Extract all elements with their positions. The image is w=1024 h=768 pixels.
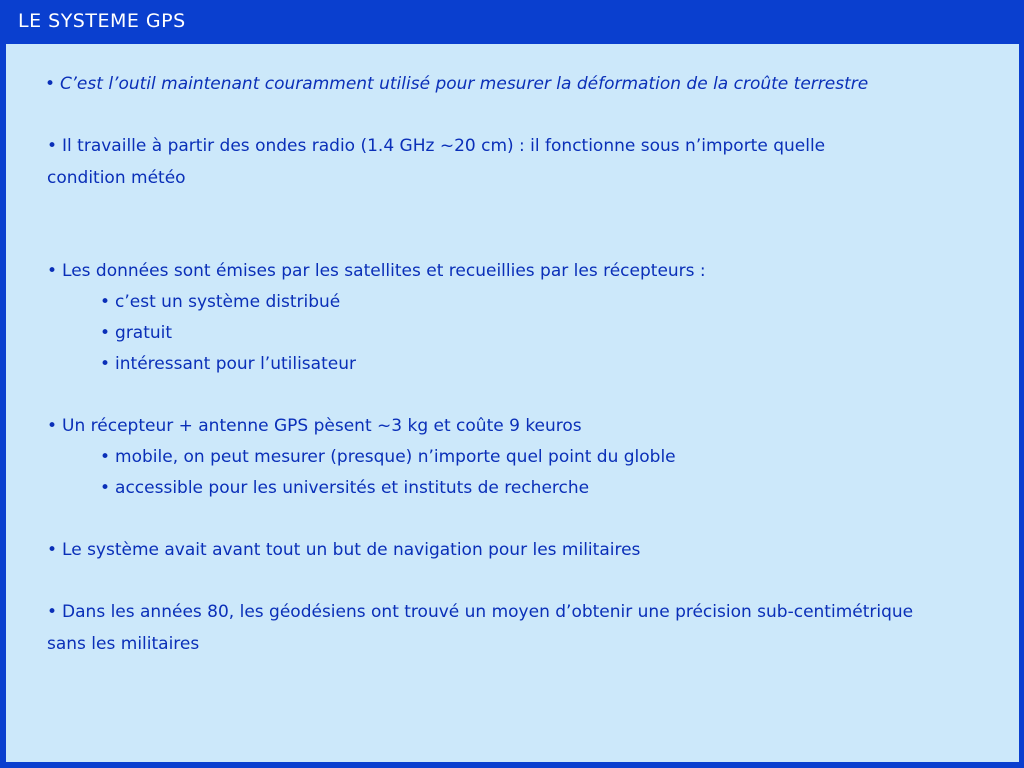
sub-bullet-line: [100, 477, 589, 499]
bullet-icon: •: [47, 602, 58, 622]
content-panel: [5, 43, 1020, 763]
sub-bullet-line: [100, 446, 676, 468]
continuation-line: [47, 633, 199, 655]
bullet-text: Le système avait avant tout un but de navigation pour les militaires: [62, 540, 641, 560]
bullet-line-3: [47, 260, 706, 282]
title-bar: [0, 0, 1024, 42]
bullet-text: Dans les années 80, les géodésiens ont trouvé un moyen d’obtenir une précision sub-centimétrique: [62, 602, 914, 622]
bullet-icon: •: [47, 136, 58, 156]
bullet-line-4: [47, 415, 582, 437]
bullet-line-6: [47, 601, 913, 623]
continuation-line: [47, 167, 186, 189]
bullet-icon: •: [100, 354, 111, 374]
bullet-icon: •: [45, 74, 56, 94]
bullet-text: Il travaille à partir des ondes radio (1.4 GHz ~20 cm) : il fonctionne sous n’importe quelle: [62, 136, 826, 156]
slide-title: LE SYSTEME GPS: [18, 10, 186, 32]
continuation-text: condition météo: [47, 168, 186, 188]
continuation-text: sans les militaires: [47, 634, 200, 654]
sub-bullet-text: gratuit: [115, 323, 173, 343]
bullet-line-5: [47, 539, 640, 561]
bullet-icon: •: [47, 540, 58, 560]
bullet-icon: •: [100, 292, 111, 312]
bullet-icon: •: [100, 447, 111, 467]
sub-bullet-text: intéressant pour l’utilisateur: [115, 354, 356, 374]
bullet-icon: •: [100, 478, 111, 498]
sub-bullet-text: accessible pour les universités et instituts de recherche: [115, 478, 590, 498]
bullet-icon: •: [100, 323, 111, 343]
bullet-text: Les données sont émises par les satellites et recueillies par les récepteurs :: [62, 261, 706, 281]
bullet-icon: •: [47, 261, 58, 281]
sub-bullet-text: mobile, on peut mesurer (presque) n’importe quel point du globle: [115, 447, 676, 467]
bullet-icon: •: [47, 416, 58, 436]
bullet-text: C’est l’outil maintenant couramment utilisé pour mesurer la déformation de la croûte terrestre: [60, 74, 869, 94]
sub-bullet-line: [100, 291, 340, 313]
bullet-line-1: [45, 73, 868, 95]
sub-bullet-line: [100, 353, 356, 375]
bullet-text: Un récepteur + antenne GPS pèsent ~3 kg et coûte 9 keuros: [62, 416, 582, 436]
sub-bullet-line: [100, 322, 172, 344]
bullet-line-2: [47, 135, 825, 157]
sub-bullet-text: c’est un système distribué: [115, 292, 341, 312]
